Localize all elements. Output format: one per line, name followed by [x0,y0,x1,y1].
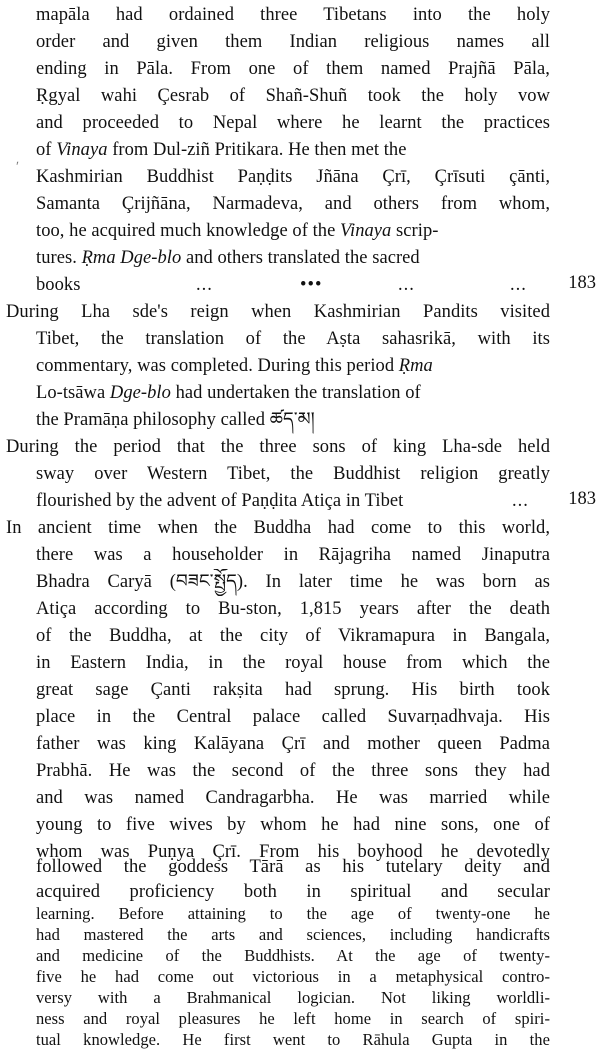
text-line: Prabhā. He was the second of the three sons they had [36,761,550,781]
italic-term: Vinaya [56,140,108,160]
text-line: five he had come out victorious in a metaphysical contro- [36,967,550,986]
text-line [36,380,550,407]
text-line: mapāla had ordained three Tibetans into the holy [36,5,550,25]
text-run: had undertaken the translation of [170,383,421,403]
text-line: young to five wives by whom he had nine sons, one of [36,815,550,835]
page-reference: 183 [568,273,596,293]
text-run: too, he acquired much knowledge of the [36,221,341,241]
text-line: place in the Central palace called Suvarṇadhvaja. His [36,707,550,727]
text-line: sway over Western Tibet, the Buddhist religion greatly [36,464,550,484]
italic-term: Ṛma Dge-blo [81,248,182,268]
text-line [36,245,550,272]
text-line: versy with a Brahmanical logician. Not liking worldli- [36,988,550,1007]
text-run: from Dul-ziñ Pritikara. He then met the [107,140,407,160]
text-line: Ṛgyal wahi Çesrab of Shañ-Shuñ took the holy vow [36,86,550,106]
text-line: tual knowledge. He first went to Rāhula Gupta in the [36,1030,550,1049]
text-line: Samanta Çrijñāna, Narmadeva, and others from whom, [36,194,550,214]
text-line: learning. Before attaining to the age of twenty-one he [36,904,550,923]
text-line: great sage Çanti rakṣita had sprung. His birth took [36,680,550,700]
italic-term: Vinaya [340,221,392,241]
leader-dots: ... [510,275,527,295]
text-line: During Lha sde's reign when Kashmirian Pandits visited [6,302,550,322]
text-line: ending in Pāla. From one of them named Prajñā Pāla, [36,59,550,79]
text-line: father was king Kalāyana Çrī and mother queen Padma [36,734,550,754]
text-line: followed the goddess Tārā as his tutelary deity and [36,857,550,877]
text-line: order and given them Indian religious names all [36,32,550,52]
text-line: of the Buddha, at the city of Vikramapura in Bangala, [36,626,550,646]
margin-mark: ʹ [16,160,20,175]
leader-dots: ... [398,275,415,295]
text-run: tures. [36,248,82,268]
text-line: Atiça according to Bu-ston, 1,815 years after the death [36,599,550,619]
text-line: Tibet, the translation of the Aṣta sahasrikā, with its [36,329,550,349]
text-line: had mastered the arts and sciences, including handicrafts [36,925,550,944]
text-line: acquired proficiency both in spiritual and secular [36,882,550,902]
text-line [36,137,550,164]
italic-term: Dge-blo [109,383,171,403]
text-line: and proceeded to Nepal where he learnt the practices [36,113,550,133]
text-run: commentary, was completed. During this period [36,356,399,376]
text-line: In ancient time when the Buddha had come to this world, [6,518,550,538]
leader-dots: ... [196,275,213,295]
text-run: of [36,140,57,160]
text-line: Bhadra Caryā (བཟང་སྤྱོད). In later time he was born as [36,572,550,592]
page-reference: 183 [568,489,596,509]
text-run: Lo-tsāwa [36,383,110,403]
leader-dots: ... [512,491,529,511]
text-line: During the period that the three sons of king Lha-sde held [6,437,550,457]
text-run: and others translated the sacred [181,248,420,268]
text-line [36,218,550,245]
text-line [36,353,550,380]
italic-term: Ṛma [398,356,433,376]
text-line: the Pramāṇa philosophy called ཚད་མ། [36,410,315,430]
text-line: Kashmirian Buddhist Paṇḍits Jñāna Çrī, Çrīsuti çānti, [36,167,550,187]
text-line: in Eastern India, in the royal house from which the [36,653,550,673]
leader-dots: ••• [300,275,323,295]
text-line: ness and royal pleasures he left home in search of spiri- [36,1009,550,1028]
text-line: flourished by the advent of Paṇḍita Atiça in Tibet [36,491,404,511]
text-line: whom was Puṇya Çrī. From his boyhood he devotedly [36,842,550,862]
text-line: and medicine of the Buddhists. At the age of twenty- [36,946,550,965]
text-run: scrip- [391,221,439,241]
text-line: books [36,275,81,295]
text-line: there was a householder in Rājagriha named Jinaputra [36,545,550,565]
text-line: and was named Candragarbha. He was married while [36,788,550,808]
